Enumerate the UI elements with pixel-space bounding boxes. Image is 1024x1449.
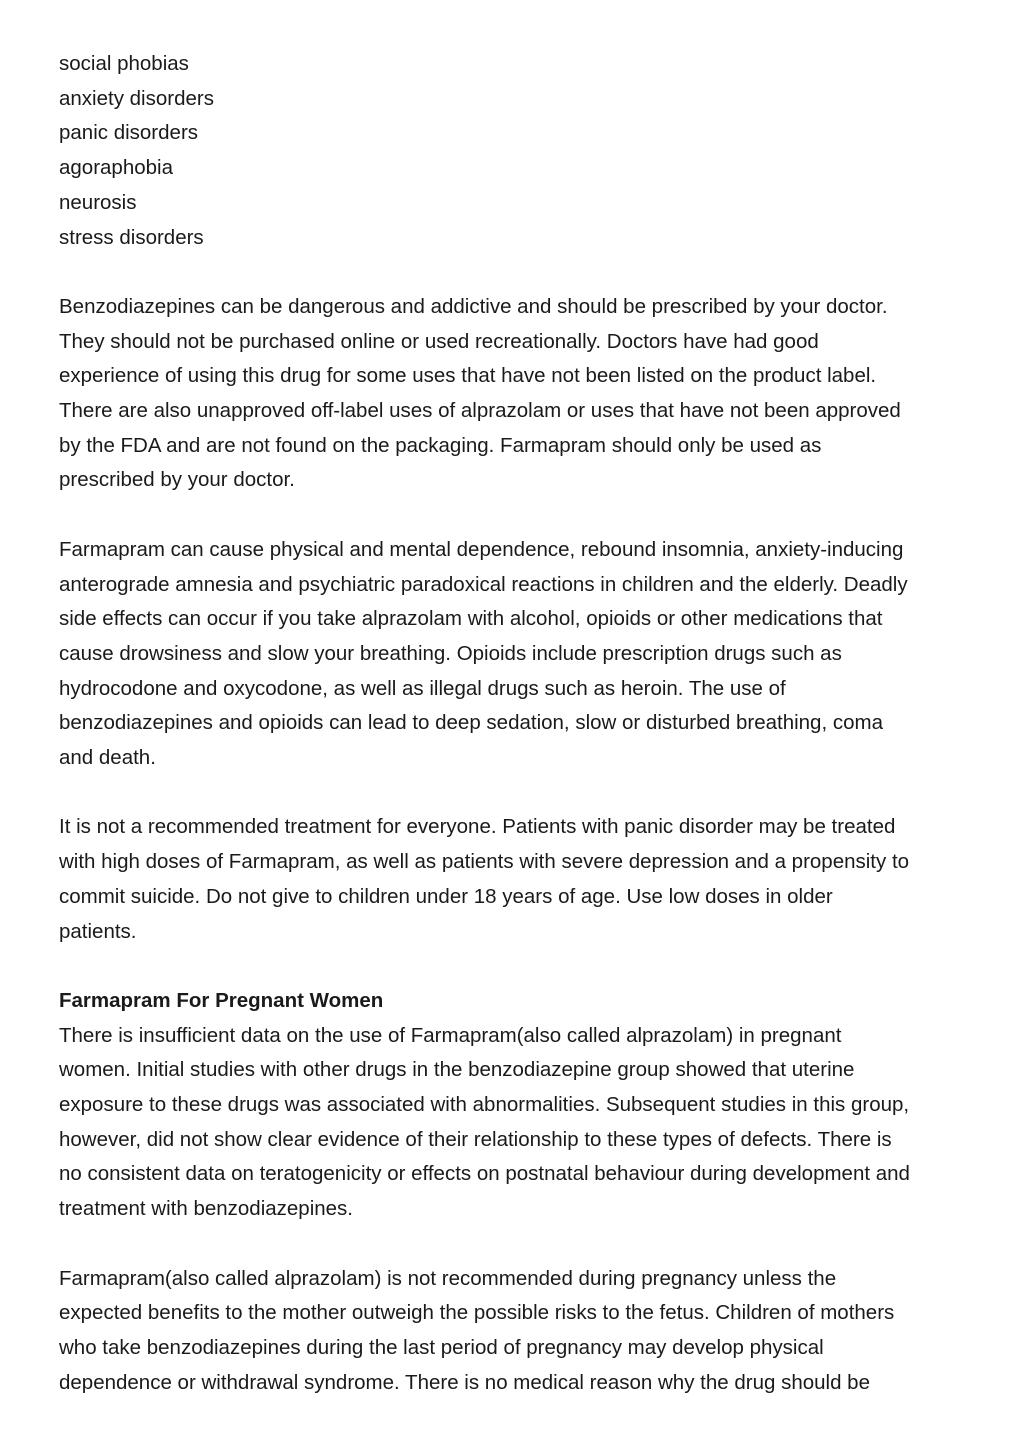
paragraph-dangers (59, 290, 979, 498)
list-item: anxiety disorders (59, 86, 214, 110)
paragraph-line: cause drowsiness and slow your breathing. Opioids include prescription drugs such as (59, 641, 842, 665)
list-item: agoraphobia (59, 156, 173, 180)
paragraph-line: with high doses of Farmapram, as well as patients with severe depression and a propensity to (59, 850, 910, 874)
paragraph-line: Farmapram(also called alprazolam) is not recommended during pregnancy unless the (59, 1266, 837, 1290)
paragraph-line: by the FDA and are not found on the packaging. Farmapram should only be used as (59, 433, 822, 457)
list-item: panic disorders (59, 121, 199, 145)
list-item: stress disorders (59, 225, 204, 249)
paragraph-line: however, did not show clear evidence of their relationship to these types of defects. There is (59, 1127, 892, 1151)
paragraph-line: who take benzodiazepines during the last period of pregnancy may develop physical (59, 1335, 824, 1359)
paragraph-line: There is insufficient data on the use of Farmapram(also called alprazolam) in pregnant (59, 1023, 842, 1047)
paragraph-line: side effects can occur if you take alprazolam with alcohol, opioids or other medications that (59, 607, 883, 631)
paragraph-line: It is not a recommended treatment for everyone. Patients with panic disorder may be treated (59, 815, 896, 839)
paragraph-gap (59, 949, 979, 984)
paragraph-line: experience of using this drug for some uses that have not been listed on the product label. (59, 364, 877, 388)
list-item: social phobias (59, 52, 189, 75)
list-item: neurosis (59, 190, 137, 214)
paragraph-line: Farmapram can cause physical and mental dependence, rebound insomnia, anxiety-inducing (59, 537, 904, 561)
paragraph-gap (59, 255, 979, 290)
paragraph-line: prescribed by your doctor. (59, 468, 295, 492)
paragraph-line: anterograde amnesia and psychiatric paradoxical reactions in children and the elderly. Deadly (59, 572, 908, 596)
paragraph-line: exposure to these drugs was associated with abnormalities. Subsequent studies in this group, (59, 1093, 910, 1117)
document-page (59, 47, 979, 1400)
paragraph-pregnancy-data (59, 1019, 979, 1227)
paragraph-line: expected benefits to the mother outweigh the possible risks to the fetus. Children of mothers (59, 1301, 895, 1325)
paragraph-line: There are also unapproved off-label uses of alprazolam or uses that have not been approved (59, 399, 901, 423)
paragraph-line: patients. (59, 919, 137, 943)
paragraph-line: commit suicide. Do not give to children under 18 years of age. Use low doses in older (59, 884, 833, 908)
paragraph-side-effects (59, 533, 979, 776)
paragraph-gap (59, 1227, 979, 1262)
paragraph-line: They should not be purchased online or used recreationally. Doctors have had good (59, 329, 819, 353)
paragraph-line: benzodiazepines and opioids can lead to deep sedation, slow or disturbed breathing, coma (59, 711, 883, 735)
paragraph-gap (59, 498, 979, 533)
paragraph-line: dependence or withdrawal syndrome. There is no medical reason why the drug should be (59, 1370, 870, 1394)
condition-list (59, 47, 979, 255)
paragraph-line: Benzodiazepines can be dangerous and addictive and should be prescribed by your doctor. (59, 294, 888, 318)
paragraph-line: no consistent data on teratogenicity or effects on postnatal behaviour during development and (59, 1162, 910, 1186)
paragraph-recommendation (59, 810, 979, 949)
paragraph-line: treatment with benzodiazepines. (59, 1197, 354, 1221)
paragraph-pregnancy-risk (59, 1262, 979, 1401)
paragraph-line: women. Initial studies with other drugs in the benzodiazepine group showed that uterine (59, 1058, 855, 1082)
paragraph-line: hydrocodone and oxycodone, as well as illegal drugs such as heroin. The use of (59, 676, 786, 700)
paragraph-line: and death. (59, 746, 156, 770)
paragraph-gap (59, 776, 979, 811)
section-heading: Farmapram For Pregnant Women (59, 988, 384, 1012)
